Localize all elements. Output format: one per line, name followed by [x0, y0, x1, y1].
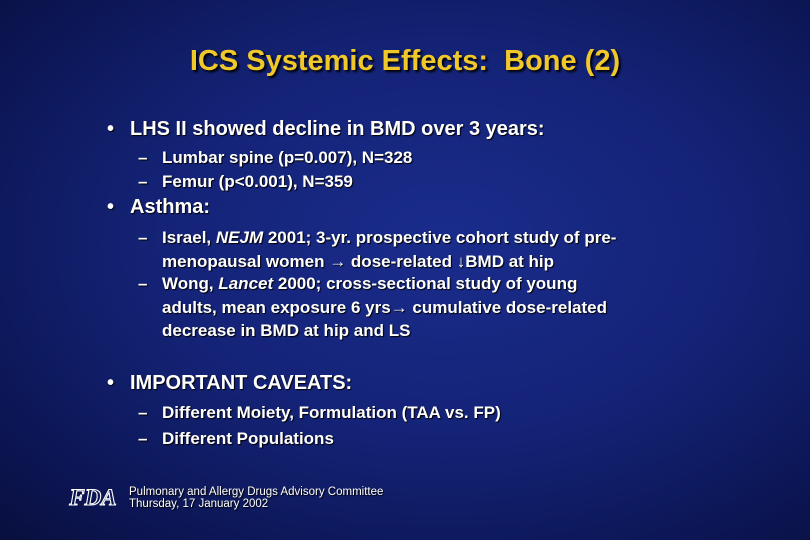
sub-item-line: decrease in BMD at hip and LS [162, 321, 411, 340]
text-run: Israel, [162, 228, 216, 247]
text-run: BMD at hip [465, 251, 555, 271]
text-run: 2001; 3-yr. prospective cohort study of pre- [263, 228, 617, 247]
journal-name: Lancet [218, 274, 274, 293]
dash-marker: – [138, 429, 148, 448]
fda-logo-text: FDA [69, 485, 117, 510]
sub-item-different-populations [138, 427, 334, 451]
dash-marker: – [138, 274, 148, 293]
bullet-text: LHS II showed decline in BMD over 3 years: [130, 118, 545, 140]
sub-item-line [162, 250, 616, 274]
sub-item-lumbar-spine [138, 146, 413, 170]
footer-date: Thursday, 17 January 2002 [129, 498, 269, 510]
bullet-important-caveats [107, 372, 353, 395]
sub-item-text: Lumbar spine (p=0.007), N=328 [162, 148, 413, 167]
dash-marker: – [138, 148, 148, 167]
slide-title: ICS Systemic Effects: Bone (2) [189, 45, 621, 77]
text-run: menopausal women [162, 251, 330, 271]
bullet-text: Asthma: [130, 196, 211, 218]
bullet-marker: • [107, 372, 115, 394]
bullet-text: IMPORTANT CAVEATS: [130, 372, 353, 394]
sub-item-line [162, 226, 616, 250]
sub-item-text: Femur (p<0.001), N=359 [162, 172, 353, 191]
bullet-asthma [107, 196, 211, 219]
text-run: adults, mean exposure 6 yrs [162, 297, 391, 317]
sub-item-israel-study [138, 226, 617, 273]
sub-item-femur [138, 170, 353, 194]
dash-marker: – [138, 403, 148, 422]
sub-item-wong-study [138, 272, 607, 343]
sub-item-line [162, 296, 607, 320]
sub-item-line [162, 272, 607, 296]
text-run: Wong, [162, 274, 219, 293]
down-arrow-icon: ↓ [456, 251, 466, 271]
footer-text [129, 486, 383, 510]
fda-logo [64, 484, 122, 510]
right-arrow-icon: → [390, 297, 408, 317]
text-run: 2000; cross-sectional study of young [273, 274, 578, 293]
text-run: cumulative dose-related [407, 297, 607, 317]
sub-item-text: Different Populations [162, 429, 334, 448]
sub-item-text: Different Moiety, Formulation (TAA vs. FP) [162, 403, 501, 422]
footer-committee: Pulmonary and Allergy Drugs Advisory Committee [129, 486, 384, 498]
dash-marker: – [138, 172, 148, 191]
right-arrow-icon: → [329, 251, 347, 271]
bullet-marker: • [107, 196, 115, 218]
text-run: dose-related [346, 251, 457, 271]
bullet-marker: • [107, 118, 115, 140]
dash-marker: – [138, 228, 148, 247]
journal-name: NEJM [215, 228, 264, 247]
bullet-lhs-ii [107, 118, 545, 141]
sub-item-different-moiety [138, 401, 501, 425]
